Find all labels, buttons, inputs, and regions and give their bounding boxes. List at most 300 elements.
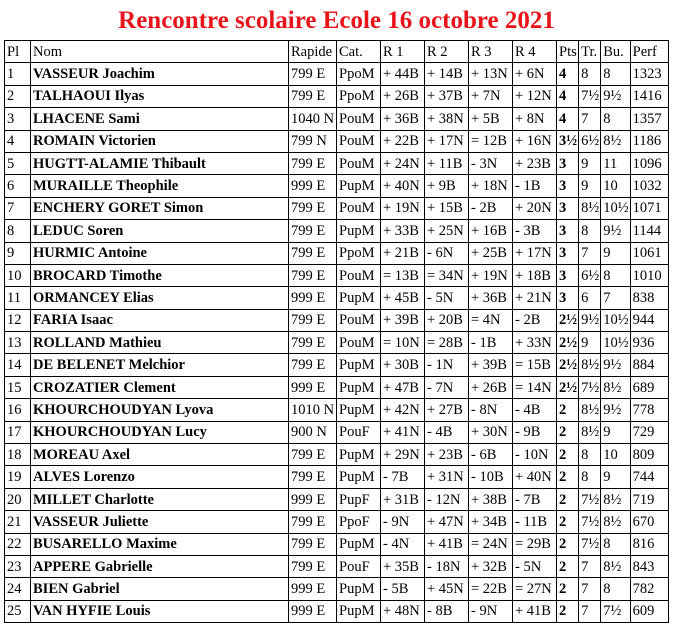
tiebreak-tr-cell: 6½: [579, 130, 601, 152]
table-row: [5, 533, 669, 555]
category-cell: PouM: [337, 264, 381, 286]
points-cell: 2: [557, 555, 579, 577]
round4-cell: + 17N: [513, 242, 557, 264]
points-cell: 4: [557, 108, 579, 130]
place-cell: 14: [5, 354, 31, 376]
performance-cell: 689: [630, 376, 668, 398]
performance-cell: 609: [630, 600, 668, 622]
round2-cell: + 38N: [425, 108, 469, 130]
rating-cell: 999 E: [289, 488, 337, 510]
name-cell: TALHAOUI Ilyas: [31, 85, 289, 107]
name-cell: DE BELENET Melchior: [31, 354, 289, 376]
place-cell: 3: [5, 108, 31, 130]
round2-cell: - 12N: [425, 488, 469, 510]
points-cell: 4: [557, 85, 579, 107]
category-cell: PupM: [337, 287, 381, 309]
table-row: [5, 197, 669, 219]
tiebreak-tr-cell: 7: [579, 108, 601, 130]
round3-cell: + 16B: [469, 220, 513, 242]
name-cell: MOREAU Axel: [31, 444, 289, 466]
points-cell: 3½: [557, 130, 579, 152]
performance-cell: 1032: [630, 175, 668, 197]
round2-cell: + 37B: [425, 85, 469, 107]
col-header-bu: Bu.: [601, 41, 630, 63]
tiebreak-tr-cell: 9: [579, 152, 601, 174]
category-cell: PpoF: [337, 511, 381, 533]
round4-cell: - 10N: [513, 444, 557, 466]
round3-cell: + 34B: [469, 511, 513, 533]
tiebreak-tr-cell: 8: [579, 63, 601, 85]
place-cell: 17: [5, 421, 31, 443]
category-cell: PouM: [337, 130, 381, 152]
name-cell: VAN HYFIE Louis: [31, 600, 289, 622]
round4-cell: = 15B: [513, 354, 557, 376]
points-cell: 2½: [557, 354, 579, 376]
round1-cell: = 13B: [381, 264, 425, 286]
round3-cell: = 22B: [469, 578, 513, 600]
name-cell: CROZATIER Clement: [31, 376, 289, 398]
name-cell: ORMANCEY Elias: [31, 287, 289, 309]
rating-cell: 799 E: [289, 533, 337, 555]
place-cell: 20: [5, 488, 31, 510]
place-cell: 8: [5, 220, 31, 242]
performance-cell: 843: [630, 555, 668, 577]
round4-cell: = 29B: [513, 533, 557, 555]
page-title: Rencontre scolaire Ecole 16 octobre 2021: [118, 7, 555, 34]
name-cell: KHOURCHOUDYAN Lyova: [31, 399, 289, 421]
round2-cell: = 34N: [425, 264, 469, 286]
rating-cell: 999 E: [289, 600, 337, 622]
performance-cell: 816: [630, 533, 668, 555]
category-cell: PpoM: [337, 242, 381, 264]
performance-cell: 670: [630, 511, 668, 533]
points-cell: 2: [557, 421, 579, 443]
table-row: [5, 220, 669, 242]
name-cell: VASSEUR Joachim: [31, 63, 289, 85]
round2-cell: + 20B: [425, 309, 469, 331]
place-cell: 10: [5, 264, 31, 286]
tiebreak-tr-cell: 7½: [579, 376, 601, 398]
tiebreak-tr-cell: 9½: [579, 309, 601, 331]
name-cell: BIEN Gabriel: [31, 578, 289, 600]
performance-cell: 1323: [630, 63, 668, 85]
table-row: [5, 130, 669, 152]
tiebreak-bu-cell: 9½: [601, 220, 630, 242]
points-cell: 2: [557, 511, 579, 533]
name-cell: MURAILLE Theophile: [31, 175, 289, 197]
rating-cell: 1040 N: [289, 108, 337, 130]
round3-cell: - 6B: [469, 444, 513, 466]
rating-cell: 799 E: [289, 555, 337, 577]
tiebreak-tr-cell: 8½: [579, 354, 601, 376]
col-header-r1: R 1: [381, 41, 425, 63]
place-cell: 4: [5, 130, 31, 152]
performance-cell: 1010: [630, 264, 668, 286]
place-cell: 22: [5, 533, 31, 555]
category-cell: PupM: [337, 220, 381, 242]
performance-cell: 729: [630, 421, 668, 443]
round3-cell: + 13N: [469, 63, 513, 85]
performance-cell: 782: [630, 578, 668, 600]
round2-cell: + 23B: [425, 444, 469, 466]
table-row: [5, 399, 669, 421]
round1-cell: + 33B: [381, 220, 425, 242]
place-cell: 9: [5, 242, 31, 264]
round4-cell: + 41B: [513, 600, 557, 622]
round4-cell: - 1B: [513, 175, 557, 197]
tiebreak-tr-cell: 7½: [579, 85, 601, 107]
points-cell: 2½: [557, 332, 579, 354]
name-cell: LEDUC Soren: [31, 220, 289, 242]
round2-cell: - 18N: [425, 555, 469, 577]
table-row: [5, 332, 669, 354]
name-cell: BUSARELLO Maxime: [31, 533, 289, 555]
round2-cell: - 4B: [425, 421, 469, 443]
round1-cell: + 47B: [381, 376, 425, 398]
round3-cell: - 10B: [469, 466, 513, 488]
rating-cell: 799 E: [289, 85, 337, 107]
round2-cell: - 1N: [425, 354, 469, 376]
points-cell: 2: [557, 399, 579, 421]
round3-cell: + 7N: [469, 85, 513, 107]
category-cell: PpoM: [337, 85, 381, 107]
round4-cell: - 3B: [513, 220, 557, 242]
performance-cell: 809: [630, 444, 668, 466]
round2-cell: + 31N: [425, 466, 469, 488]
category-cell: PouM: [337, 108, 381, 130]
round2-cell: + 17N: [425, 130, 469, 152]
category-cell: PpoM: [337, 63, 381, 85]
place-cell: 25: [5, 600, 31, 622]
rating-cell: 799 N: [289, 130, 337, 152]
performance-cell: 1096: [630, 152, 668, 174]
name-cell: VASSEUR Juliette: [31, 511, 289, 533]
category-cell: PupM: [337, 354, 381, 376]
name-cell: HUGTT-ALAMIE Thibault: [31, 152, 289, 174]
tiebreak-bu-cell: 9: [601, 466, 630, 488]
round4-cell: - 2B: [513, 309, 557, 331]
performance-cell: 838: [630, 287, 668, 309]
round3-cell: - 3N: [469, 152, 513, 174]
tiebreak-tr-cell: 8½: [579, 421, 601, 443]
rating-cell: 799 E: [289, 309, 337, 331]
round1-cell: - 5B: [381, 578, 425, 600]
category-cell: PupM: [337, 399, 381, 421]
tiebreak-tr-cell: 8½: [579, 197, 601, 219]
round1-cell: + 21B: [381, 242, 425, 264]
name-cell: KHOURCHOUDYAN Lucy: [31, 421, 289, 443]
round3-cell: + 18N: [469, 175, 513, 197]
round1-cell: + 30B: [381, 354, 425, 376]
rating-cell: 999 E: [289, 578, 337, 600]
col-header-cat: Cat.: [337, 41, 381, 63]
round2-cell: + 15B: [425, 197, 469, 219]
results-table: [4, 40, 669, 623]
name-cell: ROLLAND Mathieu: [31, 332, 289, 354]
performance-cell: 1416: [630, 85, 668, 107]
points-cell: 3: [557, 220, 579, 242]
table-row: [5, 108, 669, 130]
rating-cell: 799 E: [289, 511, 337, 533]
place-cell: 11: [5, 287, 31, 309]
tiebreak-bu-cell: 10½: [601, 309, 630, 331]
table-row: [5, 309, 669, 331]
col-header-r4: R 4: [513, 41, 557, 63]
place-cell: 12: [5, 309, 31, 331]
category-cell: PupM: [337, 376, 381, 398]
performance-cell: 1186: [630, 130, 668, 152]
round1-cell: + 39B: [381, 309, 425, 331]
name-cell: LHACENE Sami: [31, 108, 289, 130]
points-cell: 4: [557, 63, 579, 85]
round4-cell: + 40N: [513, 466, 557, 488]
round3-cell: + 39B: [469, 354, 513, 376]
category-cell: PupM: [337, 466, 381, 488]
round2-cell: + 14B: [425, 63, 469, 85]
round1-cell: + 24N: [381, 152, 425, 174]
rating-cell: 999 E: [289, 175, 337, 197]
round3-cell: - 8N: [469, 399, 513, 421]
round1-cell: + 35B: [381, 555, 425, 577]
tiebreak-bu-cell: 7: [601, 287, 630, 309]
name-cell: ROMAIN Victorien: [31, 130, 289, 152]
round4-cell: - 11B: [513, 511, 557, 533]
table-row: [5, 85, 669, 107]
round3-cell: - 2B: [469, 197, 513, 219]
tiebreak-bu-cell: 8½: [601, 130, 630, 152]
points-cell: 2½: [557, 376, 579, 398]
round3-cell: - 9N: [469, 600, 513, 622]
table-row: [5, 511, 669, 533]
round2-cell: + 45N: [425, 578, 469, 600]
round1-cell: + 22B: [381, 130, 425, 152]
points-cell: 3: [557, 175, 579, 197]
round3-cell: + 30N: [469, 421, 513, 443]
round4-cell: - 7B: [513, 488, 557, 510]
tiebreak-tr-cell: 7½: [579, 533, 601, 555]
tiebreak-tr-cell: 7: [579, 578, 601, 600]
round4-cell: + 8N: [513, 108, 557, 130]
category-cell: PupF: [337, 488, 381, 510]
round2-cell: + 27B: [425, 399, 469, 421]
tiebreak-bu-cell: 11: [601, 152, 630, 174]
round4-cell: = 27N: [513, 578, 557, 600]
round4-cell: + 12N: [513, 85, 557, 107]
tiebreak-bu-cell: 9½: [601, 399, 630, 421]
round3-cell: = 12B: [469, 130, 513, 152]
table-row: [5, 600, 669, 622]
points-cell: 2: [557, 466, 579, 488]
round4-cell: + 20N: [513, 197, 557, 219]
round1-cell: - 4N: [381, 533, 425, 555]
place-cell: 5: [5, 152, 31, 174]
tiebreak-tr-cell: 7½: [579, 511, 601, 533]
name-cell: APPERE Gabrielle: [31, 555, 289, 577]
tiebreak-tr-cell: 7: [579, 555, 601, 577]
round1-cell: - 9N: [381, 511, 425, 533]
points-cell: 2: [557, 578, 579, 600]
results-body: [5, 63, 669, 623]
points-cell: 3: [557, 152, 579, 174]
name-cell: ALVES Lorenzo: [31, 466, 289, 488]
round3-cell: + 19N: [469, 264, 513, 286]
place-cell: 1: [5, 63, 31, 85]
rating-cell: 799 E: [289, 264, 337, 286]
round1-cell: + 42N: [381, 399, 425, 421]
round3-cell: + 5B: [469, 108, 513, 130]
col-header-pl: Pl: [5, 41, 31, 63]
name-cell: ENCHERY GORET Simon: [31, 197, 289, 219]
rating-cell: 999 E: [289, 376, 337, 398]
round1-cell: = 10N: [381, 332, 425, 354]
round1-cell: + 26B: [381, 85, 425, 107]
round3-cell: + 25B: [469, 242, 513, 264]
col-header-r3: R 3: [469, 41, 513, 63]
tiebreak-tr-cell: 6½: [579, 264, 601, 286]
header-row: [5, 41, 669, 63]
tiebreak-tr-cell: 7: [579, 600, 601, 622]
round2-cell: + 11B: [425, 152, 469, 174]
rating-cell: 799 E: [289, 332, 337, 354]
table-row: [5, 287, 669, 309]
tiebreak-bu-cell: 8½: [601, 376, 630, 398]
tiebreak-tr-cell: 7: [579, 242, 601, 264]
tiebreak-tr-cell: 8½: [579, 399, 601, 421]
round3-cell: + 38B: [469, 488, 513, 510]
table-row: [5, 63, 669, 85]
tiebreak-bu-cell: 9: [601, 242, 630, 264]
category-cell: PouM: [337, 332, 381, 354]
col-header-perf: Perf: [630, 41, 668, 63]
round2-cell: + 41B: [425, 533, 469, 555]
rating-cell: 999 E: [289, 287, 337, 309]
rating-cell: 799 E: [289, 354, 337, 376]
tiebreak-bu-cell: 10½: [601, 197, 630, 219]
table-row: [5, 175, 669, 197]
round2-cell: - 7N: [425, 376, 469, 398]
rating-cell: 799 E: [289, 466, 337, 488]
round2-cell: + 47N: [425, 511, 469, 533]
round4-cell: + 16N: [513, 130, 557, 152]
round4-cell: + 21N: [513, 287, 557, 309]
round3-cell: = 4N: [469, 309, 513, 331]
table-row: [5, 421, 669, 443]
performance-cell: 936: [630, 332, 668, 354]
place-cell: 15: [5, 376, 31, 398]
place-cell: 21: [5, 511, 31, 533]
category-cell: PupM: [337, 600, 381, 622]
table-row: [5, 152, 669, 174]
tiebreak-bu-cell: 8½: [601, 488, 630, 510]
name-cell: HURMIC Antoine: [31, 242, 289, 264]
category-cell: PouF: [337, 555, 381, 577]
round4-cell: + 6N: [513, 63, 557, 85]
round4-cell: + 18B: [513, 264, 557, 286]
table-row: [5, 444, 669, 466]
rating-cell: 799 E: [289, 242, 337, 264]
round1-cell: + 45B: [381, 287, 425, 309]
round3-cell: + 32B: [469, 555, 513, 577]
col-header-r2: R 2: [425, 41, 469, 63]
tiebreak-tr-cell: 8: [579, 466, 601, 488]
place-cell: 23: [5, 555, 31, 577]
points-cell: 3: [557, 287, 579, 309]
performance-cell: 719: [630, 488, 668, 510]
place-cell: 24: [5, 578, 31, 600]
round2-cell: + 25N: [425, 220, 469, 242]
category-cell: PupM: [337, 175, 381, 197]
points-cell: 3: [557, 242, 579, 264]
tiebreak-bu-cell: 9½: [601, 354, 630, 376]
points-cell: 2: [557, 533, 579, 555]
category-cell: PouM: [337, 197, 381, 219]
table-row: [5, 242, 669, 264]
tiebreak-tr-cell: 8: [579, 444, 601, 466]
place-cell: 2: [5, 85, 31, 107]
category-cell: PupM: [337, 444, 381, 466]
col-header-tr: Tr.: [579, 41, 601, 63]
round2-cell: - 6N: [425, 242, 469, 264]
place-cell: 6: [5, 175, 31, 197]
tiebreak-bu-cell: 8: [601, 264, 630, 286]
rating-cell: 799 E: [289, 444, 337, 466]
points-cell: 2: [557, 488, 579, 510]
name-cell: MILLET Charlotte: [31, 488, 289, 510]
tiebreak-bu-cell: 7½: [601, 600, 630, 622]
tiebreak-bu-cell: 9½: [601, 85, 630, 107]
round4-cell: - 9B: [513, 421, 557, 443]
rating-cell: 799 E: [289, 152, 337, 174]
name-cell: BROCARD Timothe: [31, 264, 289, 286]
performance-cell: 1357: [630, 108, 668, 130]
place-cell: 18: [5, 444, 31, 466]
rating-cell: 799 E: [289, 220, 337, 242]
performance-cell: 884: [630, 354, 668, 376]
round2-cell: - 5N: [425, 287, 469, 309]
round4-cell: - 4B: [513, 399, 557, 421]
tiebreak-tr-cell: 6: [579, 287, 601, 309]
table-row: [5, 555, 669, 577]
table-row: [5, 578, 669, 600]
points-cell: 2½: [557, 309, 579, 331]
round1-cell: + 40N: [381, 175, 425, 197]
table-row: [5, 488, 669, 510]
tiebreak-bu-cell: 10: [601, 175, 630, 197]
tiebreak-bu-cell: 8: [601, 578, 630, 600]
round1-cell: + 44B: [381, 63, 425, 85]
round1-cell: + 41N: [381, 421, 425, 443]
tiebreak-bu-cell: 8: [601, 108, 630, 130]
round1-cell: + 19N: [381, 197, 425, 219]
place-cell: 7: [5, 197, 31, 219]
round4-cell: + 33N: [513, 332, 557, 354]
performance-cell: 1144: [630, 220, 668, 242]
performance-cell: 778: [630, 399, 668, 421]
round4-cell: = 14N: [513, 376, 557, 398]
performance-cell: 744: [630, 466, 668, 488]
round1-cell: + 48N: [381, 600, 425, 622]
tiebreak-tr-cell: 9: [579, 175, 601, 197]
tiebreak-tr-cell: 7½: [579, 488, 601, 510]
rating-cell: 799 E: [289, 63, 337, 85]
round3-cell: - 1B: [469, 332, 513, 354]
performance-cell: 1071: [630, 197, 668, 219]
col-header-rapide: Rapide: [289, 41, 337, 63]
round4-cell: - 5N: [513, 555, 557, 577]
place-cell: 16: [5, 399, 31, 421]
round1-cell: + 31B: [381, 488, 425, 510]
tiebreak-tr-cell: 8: [579, 220, 601, 242]
